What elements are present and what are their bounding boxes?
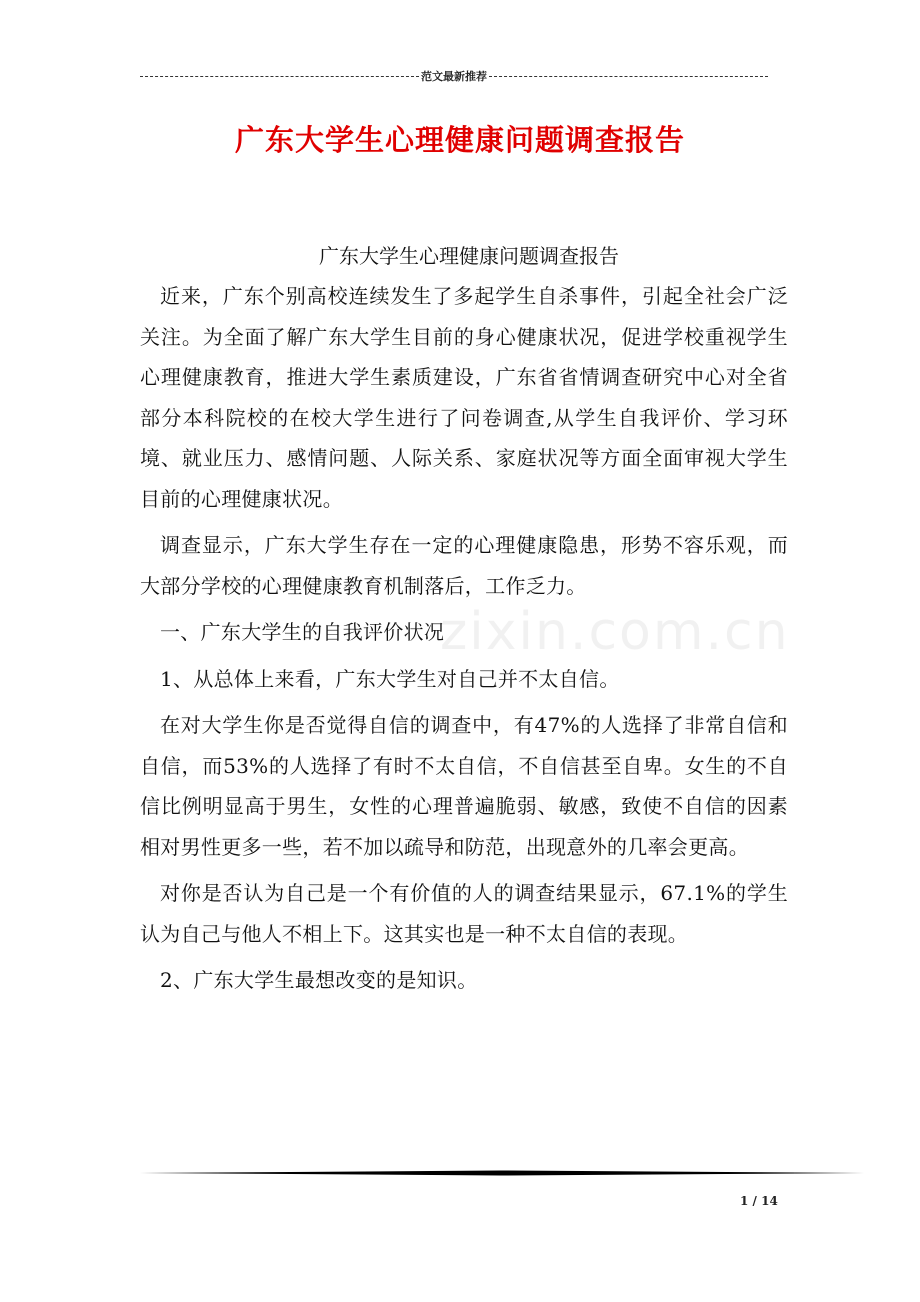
document-subtitle: 广东大学生心理健康问题调查报告 [319,244,619,268]
section-heading: 一、广东大学生的自我评价状况 [160,620,445,644]
footer-rule [140,1170,864,1176]
document-title: 广东大学生心理健康问题调查报告 [234,123,685,157]
paragraph: 调查显示，广东大学生存在一定的心理健康隐患，形势不容乐观，而大部分学校的心理健康教育机制落后，工作乏力。 [140,533,788,598]
header-dash-left [140,76,419,77]
paragraph: 1、从总体上来看，广东大学生对自己并不太自信。 [160,666,620,691]
paragraph: 近来，广东个别高校连续发生了多起学生自杀事件，引起全社会广泛关注。为全面了解广东大学生目前的身心健康状况，促进学校重视学生心理健康教育，推进大学生素质建设，广东省省情调查研究中心对全省部分本科院校的在校大学生进行了问卷调查,从学生自我评价、学习环境、就业压力、感情问题、人际关系、家庭状况等方面全面审视大学生目前的心理健康状况。 [140,284,788,511]
page-header [140,68,768,84]
header-dash-right [489,76,768,77]
paragraph: 2、广东大学生最想改变的是知识。 [160,968,478,992]
document-body [140,236,788,1001]
header-label: 范文最新推荐 [421,70,487,83]
paragraph: 对你是否认为自己是一个有价值的人的调查结果显示，67.1%的学生认为自己与他人不相上下。这其实也是一种不太自信的表现。 [140,881,788,946]
page-number: 1 / 14 [740,1194,778,1208]
paragraph: 在对大学生你是否觉得自信的调查中，有47%的人选择了非常自信和自信，而53%的人选择了有时不太自信，不自信甚至自卑。女生的不自信比例明显高于男生，女性的心理普遍脆弱、敏感，致使不自信的因素相对男性更多一些，若不加以疏导和防范，出现意外的几率会更高。 [140,713,788,859]
watermark: zixin.com.cn [440,602,790,662]
